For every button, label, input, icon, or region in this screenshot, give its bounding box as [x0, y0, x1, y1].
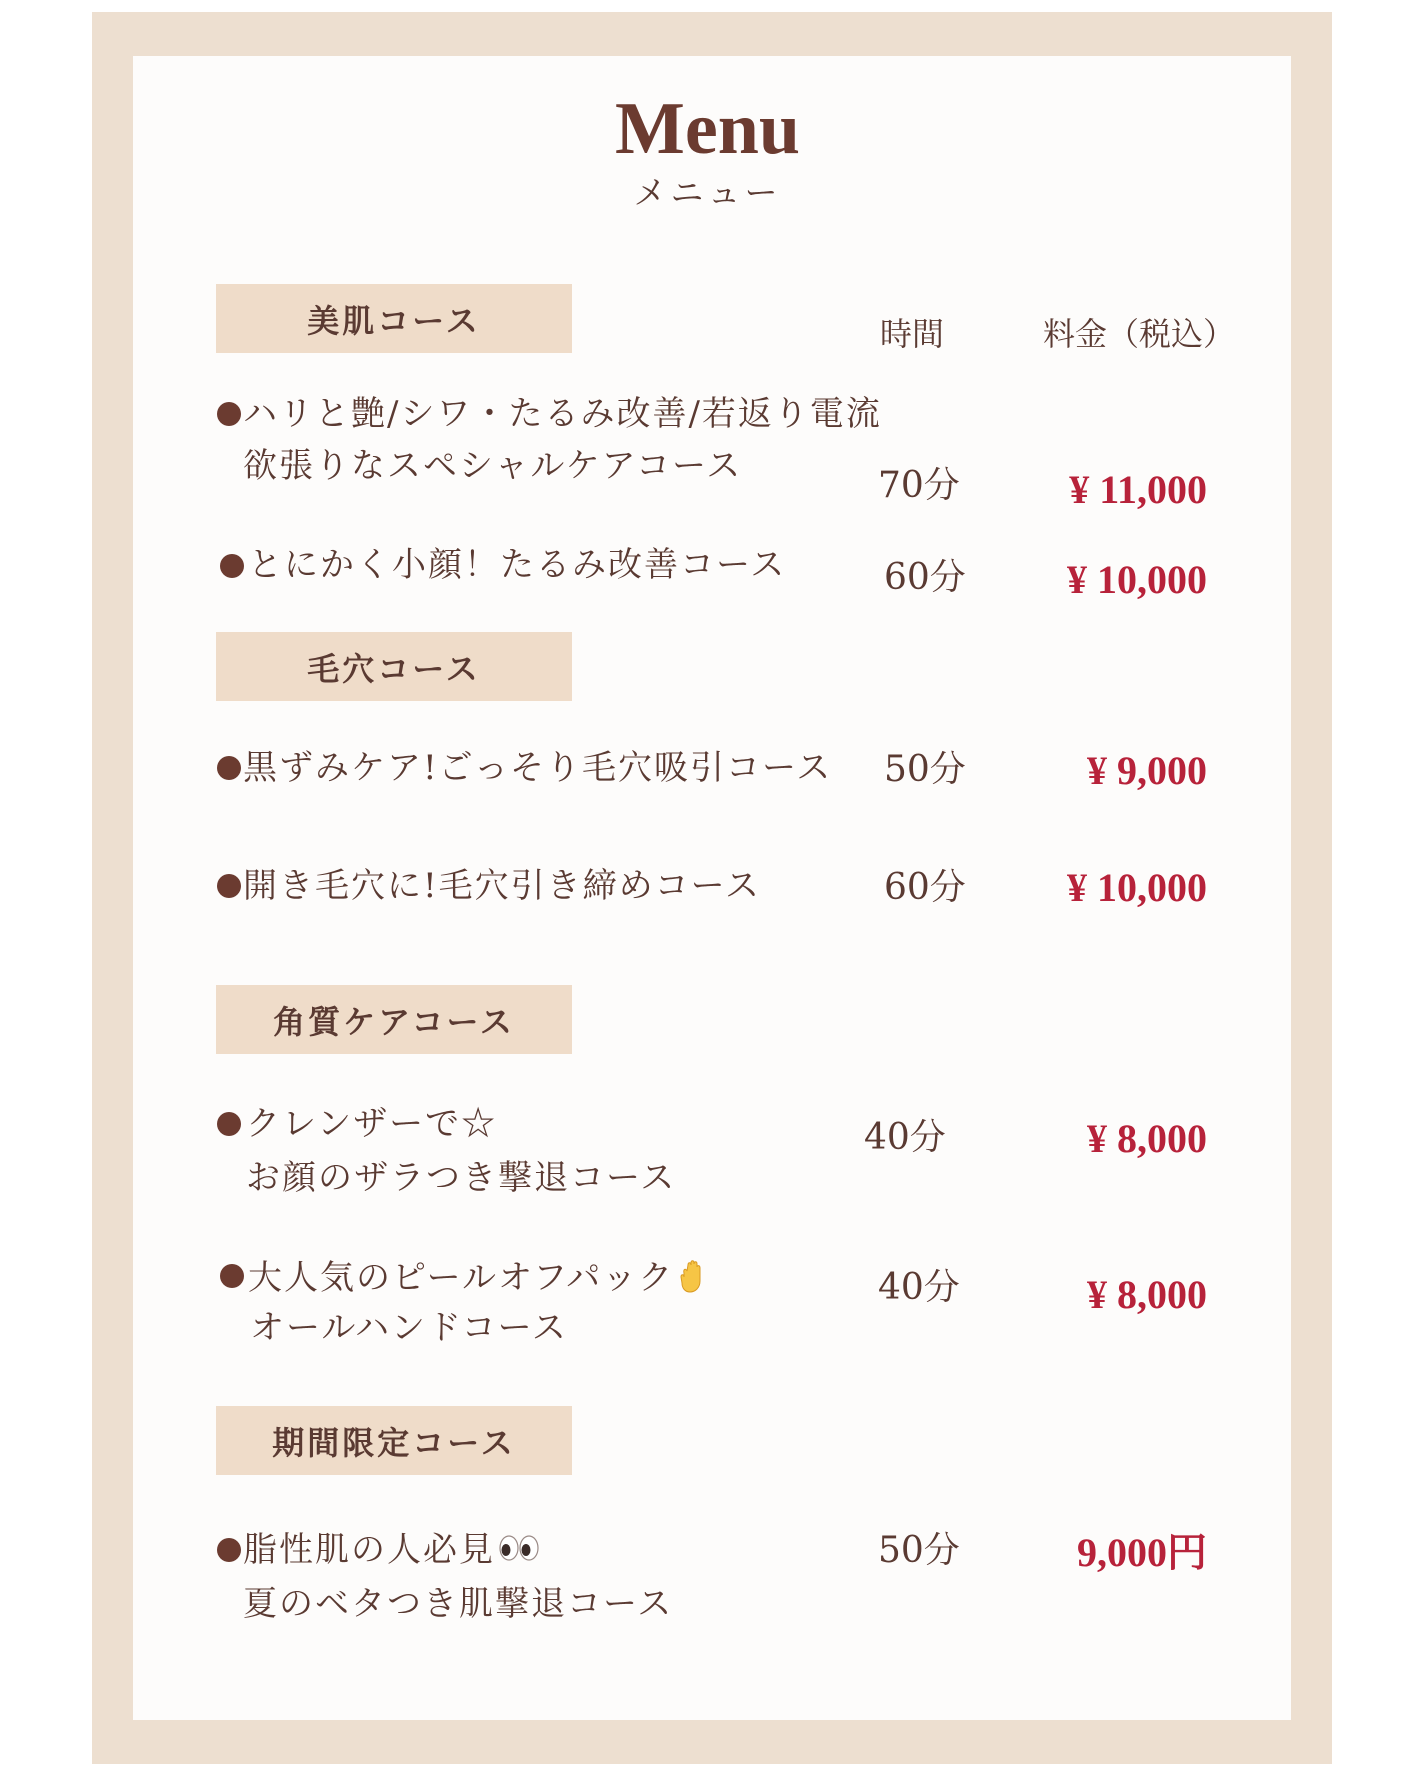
course-price: 9,000円 — [1077, 1530, 1207, 1575]
bullet-icon — [217, 874, 241, 898]
page-title: Menu — [615, 88, 800, 170]
course-price: ¥ 11,000 — [1069, 467, 1207, 512]
course-name-line2: 欲張りなスペシャルケアコース — [243, 446, 743, 486]
bullet-icon — [220, 1264, 244, 1288]
course-name-text: 大人気のピールオフパック — [248, 1258, 675, 1298]
course-time: 60分 — [884, 557, 966, 598]
bullet-icon — [220, 554, 244, 578]
course-name-line1 — [248, 1258, 708, 1298]
bullet-icon — [217, 756, 241, 780]
course-price: ¥ 9,000 — [1087, 748, 1207, 793]
course-name-line1: 黒ずみケア!ごっそり毛穴吸引コース — [243, 748, 833, 788]
course-time: 40分 — [864, 1117, 946, 1158]
course-name-line1: 開き毛穴に!毛穴引き締めコース — [243, 866, 761, 906]
section-header-limited: 期間限定コース — [216, 1406, 572, 1475]
course-name-text: 脂性肌の人必見 — [243, 1530, 495, 1570]
course-time: 70分 — [878, 465, 960, 506]
course-name-line1: クレンザーで☆ — [246, 1104, 498, 1144]
course-name-line1: ハリと艶/シワ・たるみ改善/若返り電流 — [243, 394, 882, 434]
column-header-time: 時間 — [880, 315, 945, 353]
course-name-line2: 夏のベタつき肌撃退コース — [243, 1584, 674, 1624]
course-time: 60分 — [884, 867, 966, 908]
page-subtitle: メニュー — [633, 173, 782, 212]
course-name-line1 — [243, 1530, 539, 1570]
course-name-line2: お顔のザラつき撃退コース — [246, 1158, 677, 1198]
course-time: 50分 — [884, 749, 966, 790]
course-price: ¥ 10,000 — [1067, 557, 1207, 602]
bullet-icon — [217, 1538, 241, 1562]
eyes-icon — [499, 1535, 539, 1561]
course-name-line1: とにかく小顔！たるみ改善コース — [248, 545, 787, 585]
bullet-icon — [217, 402, 241, 426]
course-time: 40分 — [878, 1267, 960, 1308]
course-price: ¥ 8,000 — [1087, 1272, 1207, 1317]
section-header-pores: 毛穴コース — [216, 632, 572, 701]
bullet-icon — [217, 1112, 241, 1136]
course-price: ¥ 8,000 — [1087, 1116, 1207, 1161]
column-header-price: 料金（税込） — [1043, 315, 1236, 353]
section-header-exfoliation: 角質ケアコース — [216, 985, 572, 1054]
section-header-beauty-skin: 美肌コース — [216, 284, 572, 353]
course-price: ¥ 10,000 — [1067, 865, 1207, 910]
raised-hand-icon — [678, 1259, 708, 1293]
course-name-line2: オールハンドコース — [250, 1308, 568, 1348]
course-time: 50分 — [878, 1530, 960, 1571]
